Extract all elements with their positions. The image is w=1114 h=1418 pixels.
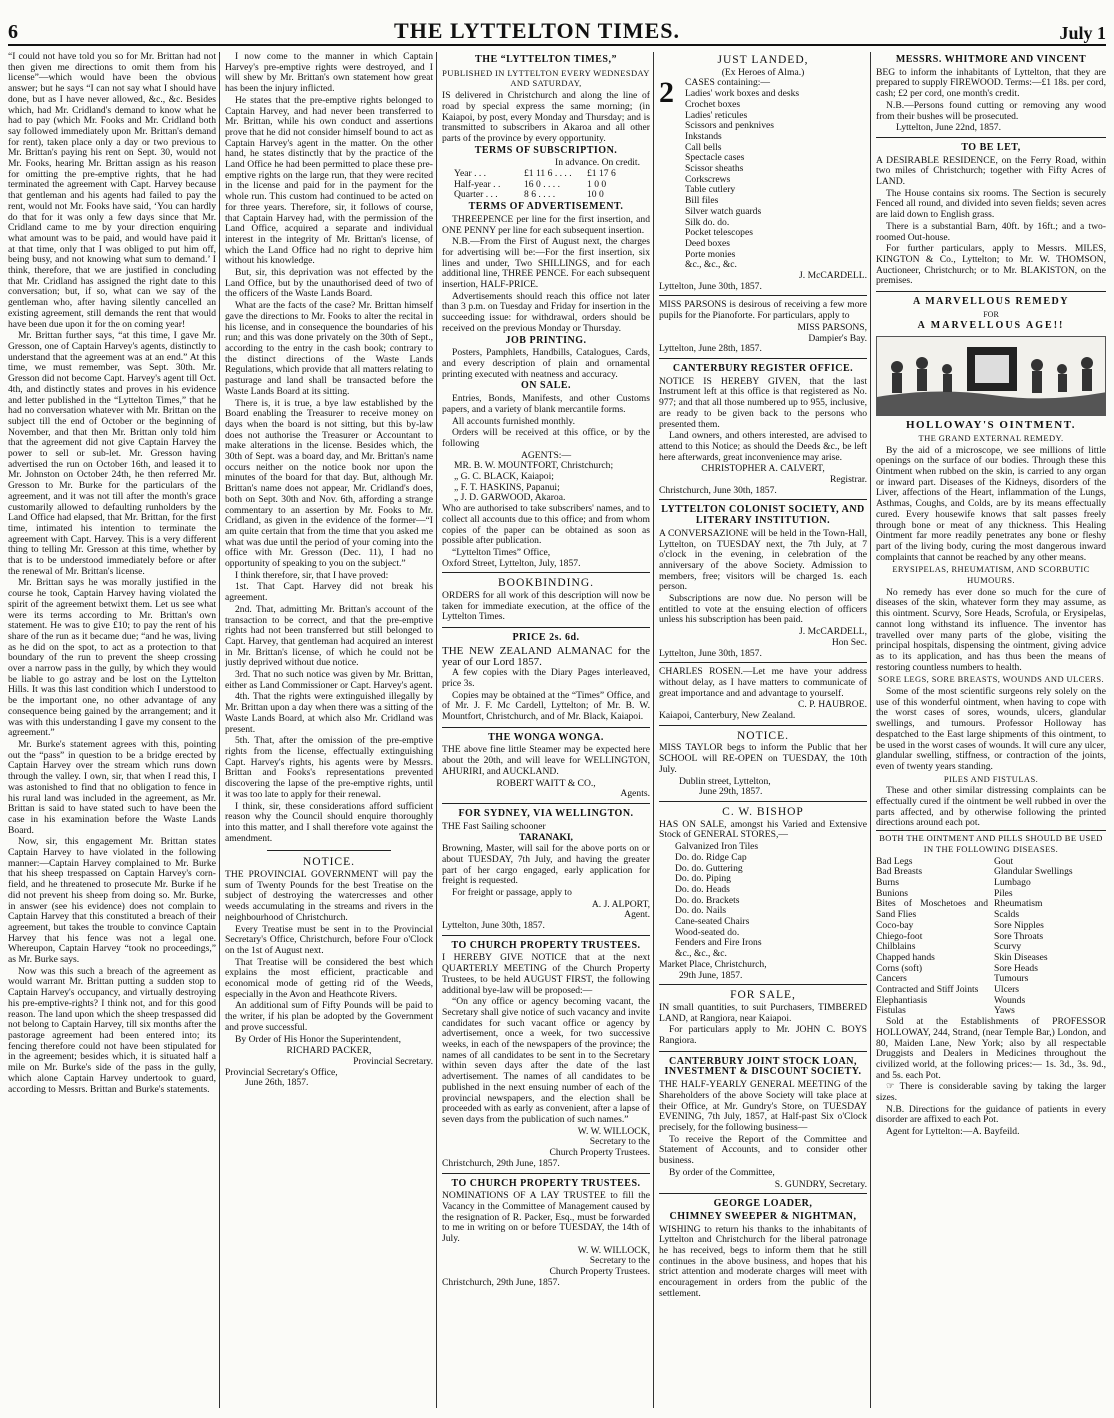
ad-heading: TO BE LET, <box>961 141 1021 153</box>
ad-date: Lyttelton, June 30th, 1857. <box>659 280 762 292</box>
ad-heading: JUST LANDED, <box>717 54 809 66</box>
list-item: Bad Breasts <box>876 866 923 878</box>
ad-heading: TO CHURCH PROPERTY TRUSTEES. <box>451 939 641 951</box>
ad-signature: A. J. ALPORT, <box>591 898 650 910</box>
list-item: Skin Diseases <box>994 951 1048 963</box>
ad-body: Copies may be obtained at the “Times” Office, and of Mr. J. F. Mc Cardell, Lyttelton; of Mr. B. W. Mountfort, Christchurch, and of Mr. Black, Kaiapoi. <box>442 689 650 723</box>
ad-heading: MESSRS. WHITMORE AND VINCENT <box>895 54 1087 65</box>
ad-body: ☞ There is considerable saving by taking the larger sizes. <box>876 1081 1106 1104</box>
list-item: Gout <box>994 855 1014 867</box>
ad-body: There is a substantial Barn, 40ft. by 16ft.; and a two-roomed Out-house. <box>876 220 1106 243</box>
ad-subheading: PILES AND FISTULAS. <box>943 773 1039 784</box>
ad-signature: Secretary to the <box>589 1255 650 1267</box>
list-item: Contracted and Stiff Joints <box>876 984 979 996</box>
table-cell: 1 0 0 <box>587 178 607 190</box>
ad-signature: Church Property Trustees. <box>549 1147 650 1159</box>
table-cell: Quarter . . . <box>454 189 498 201</box>
list-item: Elephantiasis <box>876 994 928 1006</box>
notice-heading: NOTICE. <box>302 856 356 869</box>
ad-body: IN small quantities, to suit Purchasers, TIMBERED LAND, at Rangiora, near Kaiapoi. <box>659 1001 867 1024</box>
ad-heading: A MARVELLOUS REMEDY <box>913 296 1069 308</box>
table-cell: 16 0 . . . . <box>524 178 560 190</box>
masthead <box>8 14 1106 46</box>
ad-whitmore-vincent <box>876 52 1106 138</box>
ad-body: BEG to inform the inhabitants of Lyttelton, that they are prepared to supply FIREWOOD. Terms:—£1 18s. per cord, cash; £2 per cord, one month's credit. <box>876 66 1106 100</box>
list-item: Pocket telescopes <box>685 227 753 239</box>
ad-subheading: THE GRAND EXTERNAL REMEDY. <box>918 432 1064 443</box>
list-item: Fenders and Fire Irons <box>675 937 762 949</box>
column-5-notices <box>876 52 1106 1408</box>
ad-body: The House contains six rooms. The Section is securely Fenced all round, and divided into seven fields; seven acres are laid down to English grass. <box>876 187 1106 221</box>
ad-address: Oxford Street, Lyttelton, July, 1857. <box>442 557 581 569</box>
ad-register-office <box>659 361 867 500</box>
ad-body: Posters, Pamphlets, Handbills, Catalogues, Cards, and every description of plain and ornamental printing executed with neatness and accuracy. <box>442 347 650 380</box>
ad-body: N.B.—Persons found cutting or removing any wood from their bushes will be prosecuted. <box>876 99 1106 122</box>
ad-body: THE HALF-YEARLY GENERAL MEETING of the Shareholders of the above Society will take place at their Office, at Mr. Gundry's Store, on TUESDAY EVENING, 7th July, 1857, at Half-past Six o'Clock precisely, for the following business— <box>659 1079 867 1133</box>
list-item: „ J. D. GARWOOD, Akaroa. <box>454 492 566 504</box>
ad-body: IS delivered in Christchurch and along the line of road by special express the same morning; (in Kaiapoi, by post, every Monday and Thursday; and is transmitted to subscribers in Akaroa and all other parts of the province by every opportunity. <box>442 90 650 144</box>
list-item: Do. do. Brackets <box>675 894 740 906</box>
ad-signature: Agent. <box>624 909 650 921</box>
ad-date: Christchurch, 29th June, 1857. <box>442 1157 560 1169</box>
column-3-notices <box>442 52 650 1408</box>
ad-body: By order of the Committee, <box>669 1166 775 1178</box>
ad-body: MISS TAYLOR begs to inform the Public that her SCHOOL will RE-OPEN on TUESDAY, the 10th July. <box>659 742 867 775</box>
notice-signature-title: Provincial Secretary. <box>353 1055 433 1067</box>
ad-body: “On any office or agency becoming vacant, the Secretary shall give notice of such vacancy and invite candidates for such vacant office or agency by advertisement, once a week, for two successive weeks, in each of the newspapers of the province; the names of all candidates to be sent in to the Secretary within seven days after the date of the last advertisement. The names of all candidates to be published in the next ensuing number of each of the provincial newspapers, and the election shall be proceeded with as early as convenient, after a lapse of seven days from the publication of such names.” <box>442 996 650 1125</box>
list-item: Galvanized Iron Tiles <box>675 841 759 853</box>
ad-joint-stock <box>659 1054 867 1194</box>
ad-subheading: SORE LEGS, SORE BREASTS, WOUNDS AND ULCERS. <box>877 674 1105 685</box>
letter-paragraph: Now was this such a breach of the agreement as would warrant Mr. Brittan putting a sudden stop to Captain Harvey's occupancy, and virtually destroying his pre-emptive-rights? I think not, and for this good reason. The land upon which the sheep trespassed did not belong to Captain Harvey, till six months after the pastorage agreement had been entered into; its fencing therefore could not have been stipulated for in the agreement; besides which, it is situated half a mile on Mr. Burke's side of the pass in the gully, which alone Captain Harvey undertook to guard, according to Messrs. Brittan and Burke's statements. <box>8 965 216 1095</box>
ad-heading: FOR SYDNEY, VIA WELLINGTON. <box>458 808 634 819</box>
ad-date: Lyttelton, June 28th, 1857. <box>659 343 762 355</box>
ad-body: A DESIRABLE RESIDENCE, on the Ferry Road, within two miles of Christchurch; together with Fifty Acres of LAND. <box>876 154 1106 188</box>
notice-paragraph: Every Treatise must be sent in to the Provincial Secretary's Office, Christchurch, before Four o'Clock on the 1st of August next. <box>225 923 433 956</box>
ad-body: ORDERS for all work of this description will now be taken for immediate execution, at the office of the Lyttelton Times. <box>442 590 650 623</box>
ad-signature: W. W. WILLOCK, <box>577 1125 650 1137</box>
column-4-notices <box>659 52 867 1408</box>
ad-subheading: ERYSIPELAS, RHEUMATISM, AND SCORBUTIC HUMOURS. <box>892 564 1090 586</box>
list-item: CASES containing:— <box>685 77 771 89</box>
letter-paragraph: I think, sir, these considerations afford sufficient reason why the Council should enquire thoroughly into this matter, and I shall therefore vote against the amendment. <box>225 800 433 844</box>
newspaper-title: THE LYTTELTON TIMES. <box>394 18 680 43</box>
ad-body: By the aid of a microscope, we see millions of little openings on the surface of our bodies. Through these this Ointment when rubbed on the skin, is carried to any organ or inward part. Diseases of the Kidneys, disorders of the Liver, affections of the Heart, inflammation of the Lungs, Asthmas, Coughs, and Colds, are by its means effectually cured. Every housewife knows that salt passes freely through bone or meat of any thickness. This Healing Ointment far more readily penetrates any bone or fleshy part of the living body, curing the most dangerous inward complaints that cannot be reached by any other means. <box>876 444 1106 563</box>
table-cell: Half-year . . <box>454 178 501 190</box>
list-item: &c., &c., &c. <box>675 948 727 960</box>
list-item: Burns <box>876 877 899 888</box>
table-cell: Year . . . <box>454 168 487 180</box>
crowd-engraving-icon <box>877 337 1106 415</box>
ad-almanac <box>442 630 650 728</box>
list-item: Piles <box>994 887 1013 899</box>
column-rule <box>436 52 437 1408</box>
list-item: Chiego-foot <box>876 930 923 942</box>
ad-heading: BOOKBINDING. <box>497 577 594 590</box>
subscription-columns: In advance. On credit. <box>555 157 640 169</box>
list-item: Glandular Swellings <box>994 866 1073 878</box>
ad-heading: THE WONGA WONGA. <box>488 731 604 743</box>
list-item: Tumours <box>994 973 1029 985</box>
notice-paragraph: That Treatise will be considered the best which explains the most efficient, practicable and economical mode of getting rid of the Weeds, especially in the Avon and Heathcote Rivers. <box>225 956 433 1000</box>
ad-heading: FOR <box>983 309 999 319</box>
ad-body: Land owners, and others interested, are advised to attend to this Notice; as should the Deeds &c., be left here afterwards, great inconvenience may arise. <box>659 430 867 463</box>
list-item: Do. do. Ridge Cap <box>675 851 747 863</box>
ad-signature: Dampier's Bay. <box>808 332 867 344</box>
ad-cw-bishop <box>659 804 867 985</box>
ad-body: NOMINATIONS OF A LAY TRUSTEE to fill the Vacancy in the Committee of Management caused by the resignation of R. Packer, Esq., must be forwarded to me in writing on or before TUESDAY, the 14th of July. <box>442 1190 650 1245</box>
list-item: Corkscrews <box>685 173 731 185</box>
ad-subheading: AGENTS:— <box>520 449 572 461</box>
diseases-right <box>994 857 1106 1018</box>
list-item: Sore Throats <box>994 930 1044 942</box>
list-item: Porte monies <box>685 248 736 260</box>
ad-heading: HOLLOWAY'S OINTMENT. <box>906 419 1076 432</box>
list-item: Scissor sheaths <box>685 163 744 175</box>
ad-signature: J. McCARDELL. <box>799 270 867 282</box>
ad-date: Lyttelton, June 30th, 1857. <box>442 920 545 932</box>
column-rule <box>219 52 220 1408</box>
ad-wonga-wonga <box>442 730 650 804</box>
ad-subheading: PUBLISHED IN LYTTELTON EVERY WEDNESDAY AND SATURDAY, <box>442 67 650 89</box>
ad-lay-trustee <box>442 1176 650 1292</box>
ad-body: A few copies with the Diary Pages interleaved, price 3s. <box>442 667 650 689</box>
ad-body: Orders will be received at this office, or by the following <box>442 427 650 449</box>
ad-body: CHARLES ROSEN.—Let me have your address without delay, as I have matters to communicate of great importance and and advantage to yourself. <box>659 666 867 699</box>
list-item: Call bells <box>685 141 722 153</box>
ad-body: No remedy has ever done so much for the cure of diseases of the skin, whatever form they may assume, as this ointment. Scurvy, Sore Heads, Scrofula, or Erysipelas, cannot long withstand its influence. The inventor has travelled over many parts of the globe, visiting the principal hospitals, dispensing the ointment, giving advice as to its application, and has thus been the means of restoring countless numbers to health. <box>876 586 1106 673</box>
ship-name: TARANAKI, <box>519 832 573 844</box>
letter-point: 1st. That Capt. Harvey did not break his agreement. <box>225 581 433 604</box>
ad-heading: THE “LYTTELTON TIMES,” <box>475 54 617 65</box>
ad-body: For further particulars, apply to Messrs. MILES, KINGTON & Co., Lyttelton; to Mr. W. THOMSON, Auctioneer, Christchurch; or to Mr. BLAKISTON, on the premises. <box>876 243 1106 287</box>
list-item: MR. B. W. MOUNTFORT, Christchurch; <box>454 460 614 472</box>
list-item: Sore Nipples <box>994 919 1044 931</box>
ad-heading: LYTTELTON COLONIST SOCIETY, AND LITERARY INSTITUTION. <box>661 504 865 527</box>
ad-date: Kaiapoi, Canterbury, New Zealand. <box>659 710 796 722</box>
stores-list <box>659 842 867 960</box>
ad-date: Lyttelton, June 30th, 1857. <box>659 647 762 659</box>
list-item: Chapped hands <box>876 951 935 963</box>
ad-date: Lyttelton, June 22nd, 1857. <box>896 122 1001 134</box>
ad-date: June 29th, 1857. <box>699 786 763 798</box>
ad-signature: Agents. <box>620 788 650 800</box>
column-rule <box>870 52 871 1408</box>
ad-signature: Hon Sec. <box>831 636 867 648</box>
ad-body: N.B.—From the First of August next, the charges for advertising will be:—For the first insertion, six lines and under, Two SHILLINGS, and for each additional line, THREE PENCE. For each subsequent insertion, HALF-PRICE. <box>442 236 650 291</box>
notice-paragraph: THE PROVINCIAL GOVERNMENT will pay the sum of Twenty Pounds for the best Treatise on the subject of destroying the watercresses and other weeds accumulating in the streams and rivers in the neighbourhood of Christchurch. <box>225 869 433 923</box>
letter-paragraph: He states that the pre-emptive rights belonged to Captain Harvey, and had never been transferred to Mr. Brittan, while his own conduct and assertions prove that he did not consider himself bound to act as Captain Harvey's agent in the matter. On the other hand, he states distinctly that by the practice of the Land Office he had been permitted to place these pre-emptive rights on the large run, that they were recited in the license and paid for in the payment for the whole run. This custom had continued to be acted on for three years. Therefore, sir, it follows of course, that Captain Harvey had, with the permission of the Land Office, acquired a separate and individual interest in the integrity of Mr. Brittan's license, of which the Land Office had no right to deprive him without his knowledge. <box>225 94 433 267</box>
ad-date: 29th June, 1857. <box>679 969 743 981</box>
ad-body: N.B. Directions for the guidance of patients in every disorder are affixed to each Pot. <box>876 1103 1106 1126</box>
list-item: Ulcers <box>994 984 1020 996</box>
ad-body: THE NEW ZEALAND ALMANAC for the year of our Lord 1857. <box>442 644 650 668</box>
diseases-list <box>876 857 1106 1018</box>
ad-body: I HEREBY GIVE NOTICE that at the next QUARTERLY MEETING of the Church Property Trustees, to be held AUGUST FIRST, the following additional bye-law will be proposed:— <box>442 952 650 996</box>
ad-heading: GEORGE LOADER, <box>713 1198 813 1210</box>
list-item: Sore Heads <box>994 962 1038 974</box>
ad-body: THE Fast Sailing schooner <box>442 820 546 832</box>
list-item: Do. do. Piping <box>675 873 731 885</box>
ad-signature: MISS PARSONS, <box>797 321 867 333</box>
ad-to-be-let <box>876 140 1106 292</box>
ad-subheading: TERMS OF ADVERTISEMENT. <box>468 201 624 213</box>
ad-sydney <box>442 806 650 936</box>
notice-paragraph: An additional sum of Fifty Pounds will be paid to the writer, if his plan be adopted by the Government and prove successful. <box>225 1000 433 1033</box>
letter-paragraph: Mr. Burke's statement agrees with this, pointing out the “pass” in question to be a bridge erected by Captain Harvey over the stream which runs down through the valley. I own, sir, that when I read this, I was astonished to find that no obligation to fence in his rural land was included in the agreement, as Mr. Brittan is said to have stated such to have been the case in his examination before the Waste Lands Board. <box>8 739 216 836</box>
letter-paragraph: There is, it is true, a bye law established by the Board enabling the Treasurer to receive money on days when the board is not sitting, but this by-law does not authorise the Treasurer or Accountant to make alterations in the license. Besides which, the 30th of Sept. was a board day, and Mr. Brittan's name occurs neither on the notice book nor upon the minutes of the board for that day. But, although Mr. Brittan's name does not appear, Mr. Cridland's does, both on Sept. 30th and Nov. 6th, affording a strange commentary to an assertion by Mr. Fooks to Mr. Cridland, as given in the evidence of the former—“I am quite certain that from the time that you asked me what was due until the period of your coming into the office with Mr. Gresson (Dec. 11), I had no opportunity of speaking to you on the subject.” <box>225 397 433 570</box>
list-item: Scalds <box>994 909 1020 921</box>
ad-for-sale <box>659 987 867 1052</box>
ad-holloway <box>876 294 1106 1142</box>
ad-heading: NOTICE. <box>736 729 790 742</box>
ad-signature: S. GUNDRY, Secretary. <box>774 1178 867 1190</box>
ad-miss-parsons <box>659 298 867 359</box>
ad-charles-rosen <box>659 665 867 726</box>
list-item: Fistulas <box>876 1005 906 1017</box>
ad-body: THREEPENCE per line for the first insertion, and ONE PENNY per line for each subsequent insertion. <box>442 213 650 236</box>
ad-subheading: CHIMNEY SWEEPER & NIGHTMAN, <box>669 1210 857 1222</box>
ad-signature: CHRISTOPHER A. CALVERT, <box>701 463 825 475</box>
letter-point: 4th. That the rights were extinguished illegally by Mr. Brittan upon a day when there was a sitting of the Waste Lands Board, at which also Mr. Cridland was present. <box>225 691 433 735</box>
list-item: Bites of Moschetoes and Sand Flies <box>876 898 988 921</box>
notice-paragraph: By Order of His Honor the Superintendent, <box>235 1033 401 1045</box>
notice-date: June 26th, 1857. <box>245 1077 309 1089</box>
ad-signature: J. McCARDELL, <box>799 626 867 638</box>
ad-heading: A MARVELLOUS AGE!! <box>917 320 1065 332</box>
ad-body: THE above fine little Steamer may be expected here about the 20th, and will leave for WELLINGTON, AHURIRI, and AUCKLAND. <box>442 744 650 777</box>
ad-body: These and other similar distressing complaints can be effectually cured if the ointment be well rubbed in over the parts affected, and by otherwise following the printed directions around each pot. <box>876 785 1106 829</box>
ad-body: A CONVERSAZIONE will be held in the Town-Hall, Lyttelton, on TUESDAY next, the 7th July, at 7 o'clock in the evening, in celebration of the anniversary of the above Society. Admission to members, free; visitors will be charged 1s. each person. <box>659 527 867 593</box>
table-cell: 10 0 <box>587 189 604 201</box>
ad-date: Dublin street, Lyttelton, <box>679 775 771 787</box>
ad-heading: CANTERBURY JOINT STOCK LOAN, INVESTMENT & DISCOUNT SOCIETY. <box>664 1055 862 1078</box>
list-item: Scissors and penknives <box>685 120 774 132</box>
agents-list <box>442 461 650 504</box>
list-item: Ladies' reticules <box>685 109 748 121</box>
ad-body: HAS ON SALE, amongst his Varied and Extensive Stock of GENERAL STORES,— <box>659 818 867 841</box>
list-item: Corns (soft) <box>876 962 923 974</box>
ad-heading: C. W. BISHOP <box>722 806 804 818</box>
list-item: Inkstands <box>685 130 722 142</box>
list-item: Lumbago <box>994 877 1031 888</box>
ad-subheading: BOTH THE OINTMENT AND PILLS SHOULD BE USED IN THE FOLLOWING DISEASES. <box>876 830 1106 854</box>
issue-date: July 1 <box>1059 23 1106 43</box>
ad-signature: Registrar. <box>829 474 867 486</box>
ad-subheading: JOB PRINTING. <box>505 334 587 346</box>
ad-heading: PRICE 2s. 6d. <box>512 632 580 644</box>
letter-paragraph: But, sir, this deprivation was not effected by the Land Office, but by the unauthorised deed of two of the officers of the Waste Lands Board. <box>225 267 433 300</box>
list-item: Cancers <box>876 973 907 985</box>
ad-body: Advertisements should reach this office not later than 3 p.m. on Tuesday and Friday for insertion in the succeeding issue: for withdrawal, orders should be received on the previous Monday or Thursday. <box>442 290 650 334</box>
ad-subheading: (Ex Heroes of Alma.) <box>721 66 805 78</box>
list-item: „ G. C. BLACK, Kaiapoi; <box>454 471 554 483</box>
ad-subheading: ON SALE. <box>520 380 572 392</box>
list-item: &c., &c., &c. <box>685 259 737 271</box>
list-item: Bad Legs <box>876 855 913 867</box>
ad-body: WISHING to return his thanks to the inhabitants of Lyttelton and Christchurch for the liberal patronage he has received, begs to inform them that he still continues in the above business, and hopes that his strict attention and moderate charges will meet with encouragement in orders from the public of the settlement. <box>659 1223 867 1299</box>
ad-signature: Secretary to the <box>589 1136 650 1148</box>
list-item: Crochet boxes <box>685 98 741 110</box>
notice-office: Provincial Secretary's Office, <box>225 1066 338 1078</box>
ad-body: MISS PARSONS is desirous of receiving a few more pupils for the Pianoforte. For particulars, apply to <box>659 299 867 322</box>
ad-bookbinding <box>442 575 650 628</box>
letter-paragraph: What are the facts of the case? Mr. Brittan himself gave the directions to Mr. Fooks to alter the recital in his license, and in consequence the boundaries of his run; and this was done privately on the 30th of Sept., according to the entry in the cash book; contrary to the distinct directions of the Waste Lands Regulations, which provide that all matters relating to pasturage and land shall be transacted before the Waste Lands Board at its sitting. <box>225 300 433 397</box>
ad-body: Subscriptions are now due. No person will be entitled to vote at the ensuing election of officers unless his subscription has been paid. <box>659 593 867 626</box>
ad-date: Christchurch, June 30th, 1857. <box>659 484 777 496</box>
subscription-table <box>454 169 650 201</box>
column-rule <box>653 52 654 1408</box>
ad-church-trustees <box>442 938 650 1174</box>
list-item: „ F. T. HASKINS, Papanui; <box>454 481 560 493</box>
ad-lyttelton-times <box>442 52 650 573</box>
ad-date: Christchurch, 29th June, 1857. <box>442 1276 560 1288</box>
list-item: Chilblains <box>876 941 916 953</box>
list-item: Wood-seated do. <box>675 926 740 938</box>
list-item: Silk do. do. <box>685 216 730 228</box>
list-item: Wounds <box>994 994 1026 1006</box>
table-cell: 8 6 . . . . <box>524 189 556 201</box>
list-item: Bunions <box>876 887 908 899</box>
letter-paragraph: I now come to the manner in which Captain Harvey's pre-emptive rights were destroyed, and I will shew by Mr. Brittan's own statement how great has been the injury inflicted. <box>225 52 433 95</box>
list-item: Deed boxes <box>685 237 731 249</box>
list-item: Rheumatism <box>994 898 1043 910</box>
ad-body: For particulars apply to Mr. JOHN C. BOYS Rangiora. <box>659 1024 867 1047</box>
list-item: Do. do. Guttering <box>675 862 743 874</box>
divider <box>267 850 392 851</box>
ad-body: Entries, Bonds, Manifests, and other Customs papers, and a variety of blank mercantile forms. <box>442 393 650 415</box>
holloway-illustration <box>876 336 1106 416</box>
ad-signature: W. W. WILLOCK, <box>577 1244 650 1256</box>
ad-heading: CANTERBURY REGISTER OFFICE. <box>672 362 854 374</box>
list-item: Ladies' work boxes and desks <box>685 88 800 100</box>
ad-heading: TO CHURCH PROPERTY TRUSTEES. <box>451 1177 641 1189</box>
column-1-letter <box>8 52 216 1408</box>
ad-body: Agent for Lyttelton:—A. Bayfeild. <box>886 1126 1020 1138</box>
ad-body: NOTICE IS HEREBY GIVEN, that the last Instrument left at this office is that registered as No. 977; and that all those numbered up to 955, inclusive, are ready to be given back to the persons who presented them. <box>659 375 867 430</box>
column-2-letter <box>225 52 433 1408</box>
letter-point: 5th. That, after the omission of the pre-emptive rights from the license, effectually extinguishing Capt. Harvey's rights, his agents were by Messrs. Brittan and Fooks's representations prevented discovering the lapse of the pre-emptive rights, until it was too late to apply for their renewal. <box>225 735 433 800</box>
goods-list <box>679 78 799 271</box>
list-item: Do. do. Heads <box>675 883 730 895</box>
ad-address: “Lyttelton Times” Office, <box>452 546 551 558</box>
cases-count: 2 <box>659 76 674 110</box>
ad-body: Browning, Master, will sail for the above ports on or about TUESDAY, 7th July, and having the greater part of her cargo engaged, early application for freight is requested. <box>442 843 650 887</box>
list-item: Table cutlery <box>685 184 736 196</box>
ad-date: Market Place, Christchurch, <box>659 958 767 970</box>
ad-signature: ROBERT WAITT & CO., <box>496 777 596 789</box>
ad-heading: FOR SALE, <box>730 989 796 1002</box>
letter-paragraph: Mr. Brittan says he was morally justified in the course he took, Captain Harvey having violated the spirit of the agreement betwixt them. Let us see what were its terms according to Mr. Brittan's own statement. He was to give £10; to pay the rent of his share of the run as it became due; “and he was, living as he did on the spot, to act as a protection to that boundary of the run to prevent the sheep crossing over a narrow pass in the gully, by which they would be liable to go astray and be lost on the Lyttelton Hills. It was this last condition which I understood to be the important one, no other advantage of any consequence being gained by the arrangement; and it was with this understanding I gave my consent to the agreement.” <box>8 577 216 739</box>
ad-miss-taylor <box>659 728 867 802</box>
ad-colonist-society <box>659 502 867 663</box>
ad-body: To receive the Report of the Committee and Statement of Accounts, and to consider other business. <box>659 1133 867 1167</box>
list-item: Do. do. Nails <box>675 905 727 917</box>
letter-paragraph: I think therefore, sir, that I have proved: <box>235 569 389 581</box>
ad-subheading: TERMS OF SUBSCRIPTION. <box>474 144 618 156</box>
letter-paragraph: Now, sir, this engagement Mr. Brittan states Captain Harvey to have violated in the following manner:—Captain Harvey complained to Mr. Burke that his sheep trespassed on Captain Harvey's corn-field, and he threatened to prosecute Mr. Burke if he did not prevent his sheep from doing so. Mr. Burke, in answer (see his evidence) does not complain to Captain Harvey that this constituted a breach of their agreement, but takes the trouble to convince Captain Harvey that his fence was not a legal one. Whereupon, Captain Harvey “took no proceedings,” as Mr. Burke says. <box>8 836 216 966</box>
table-cell: £1 11 6 . . . . <box>524 168 572 180</box>
letter-point: 2nd. That, admitting Mr. Brittan's account of the transaction to be correct, and that the pre-emptive rights had not been transferred but still belonged to Capt. Harvey, that gentleman had acquired an interest in Mr. Brittan's license, of which he could not be justly deprived without due notice. <box>225 603 433 669</box>
list-item: Yaws <box>994 1005 1015 1017</box>
ad-just-landed <box>659 52 867 296</box>
list-item: Bill files <box>685 195 719 207</box>
ad-signature: C. P. HAUBROE. <box>797 699 867 711</box>
ad-signature: Church Property Trustees. <box>549 1266 650 1278</box>
ad-george-loader <box>659 1196 867 1303</box>
ad-body: Some of the most scientific surgeons rely solely on the use of this wonderful ointment, when having to cope with the worst cases of sores, wounds, ulcers, glandular swellings, and tumours. Professor Holloway has despatched to the East large shipments of this ointment, to be used in the worst cases of wounds. It will cure any ulcer, glandular swelling, stiffness, or contraction of the joints, even of twenty years standing. <box>876 686 1106 772</box>
list-item: Coco-bay <box>876 919 914 931</box>
list-item: Cane-seated Chairs <box>675 916 750 928</box>
list-item: Silver watch guards <box>685 205 762 217</box>
letter-paragraph: Mr. Brittan further says, “at this time, I gave Mr. Gresson, one of Captain Harvey's agents, distinctly to understand that the agreement was at an end.” At this time, we must remember, was Sept. 30th. Mr. Gresson did not become Capt. Harvey's agent till Oct. 4th, and distinctly states and proves in his evidence and letter published in the “Lyttelton Times,” that he had no conversation whatever with Mr. Brittan on the subject till the end of October or the beginning of November, and that then Mr. Brittan only told him that the agreement did not give Captain Harvey the power to sell or sub-let. Mr. Gresson having advertised the run on October 16th, and leased it to Mr. Johnston on October 24th, he then referred Mr. Gresson to Mr. Burke for the particulars of the agreement, and it was not till after the month's grace customarily allowed to defaulting runholders by the Land Office had elapsed, that Mr. Brittan, for the first time, intimated his intention to terminate the agreement with Capt. Harvey. This is a very different thing to telling Mr. Gresson at this time, whether by that is to be understood immediately before or after the renewal of Mr. Brittan's license. <box>8 330 216 577</box>
notice-signature: RICHARD PACKER, <box>286 1045 372 1057</box>
page-number: 6 <box>8 21 18 43</box>
letter-point: 3rd. That no such notice was given by Mr. Brittan, either as Land Commissioner or Capt. Harvey's agent. <box>225 669 433 691</box>
ad-body: For freight or passage, apply to <box>452 886 572 898</box>
letter-paragraph: “I could not have told you so for Mr. Brittan had not then given me directions to omit them from his license”—which would have been the obvious answer; but he says “I can not say what I should have done, but as I have never allowed, &c., &c. Besides which, had Mr. Cridland's demand to know what he had to pay (which Mr. Fooks and Mr. Cridland both say followed immediately upon Mr. Brittan's demand for rent), taken place only a day or two previous to Mr. Brittan's paying his rent on Sept. 30, would not Mr. Fooks, hearing Mr. Brittan assign as his reason for omitting the pre-emptive rights, that he had terminated the agreement with Capt. Harvey because that gentleman and his agents had failed to pay the rent, would not Mr. Fooks have said, ‘You can hardly do that for it was only a few days since that Mr. Cridland came to me by your direction enquiring what amount was to be paid, and would have paid it at that time, only that I was obliged to put him off, being busy, and not knowing what sum to demand.’ I think, therefore, that we are justified in concluding that Mr. Cridland has assigned the right date to this conversation; but, if so, what can we say of the gentleman who, after having silently cancelled an existing agreement, still demands the rent that would have been due upon it for the on coming year! <box>8 52 216 330</box>
table-cell: £1 17 6 <box>587 168 616 180</box>
ad-body: Who are authorised to take subscribers' names, and to collect all accounts due to this office; and from whom copies of the paper can be obtained as soon as possible after publication. <box>442 503 650 547</box>
ad-body: All accounts furnished monthly. <box>452 415 576 427</box>
diseases-left <box>876 857 988 1018</box>
list-item: Scurvy <box>994 941 1022 953</box>
ad-body: Sold at the Establishments of PROFESSOR HOLLOWAY, 244, Strand, (near Temple Bar,) London, and 80, Maiden Lane, New York; also by all respectable Druggists and Dealers in Medicines throughout the civilized world, at the following prices:— 1s. 3d., 3s. 9d., and 5s. each Pot. <box>876 1016 1106 1081</box>
list-item: Spectacle cases <box>685 152 745 164</box>
